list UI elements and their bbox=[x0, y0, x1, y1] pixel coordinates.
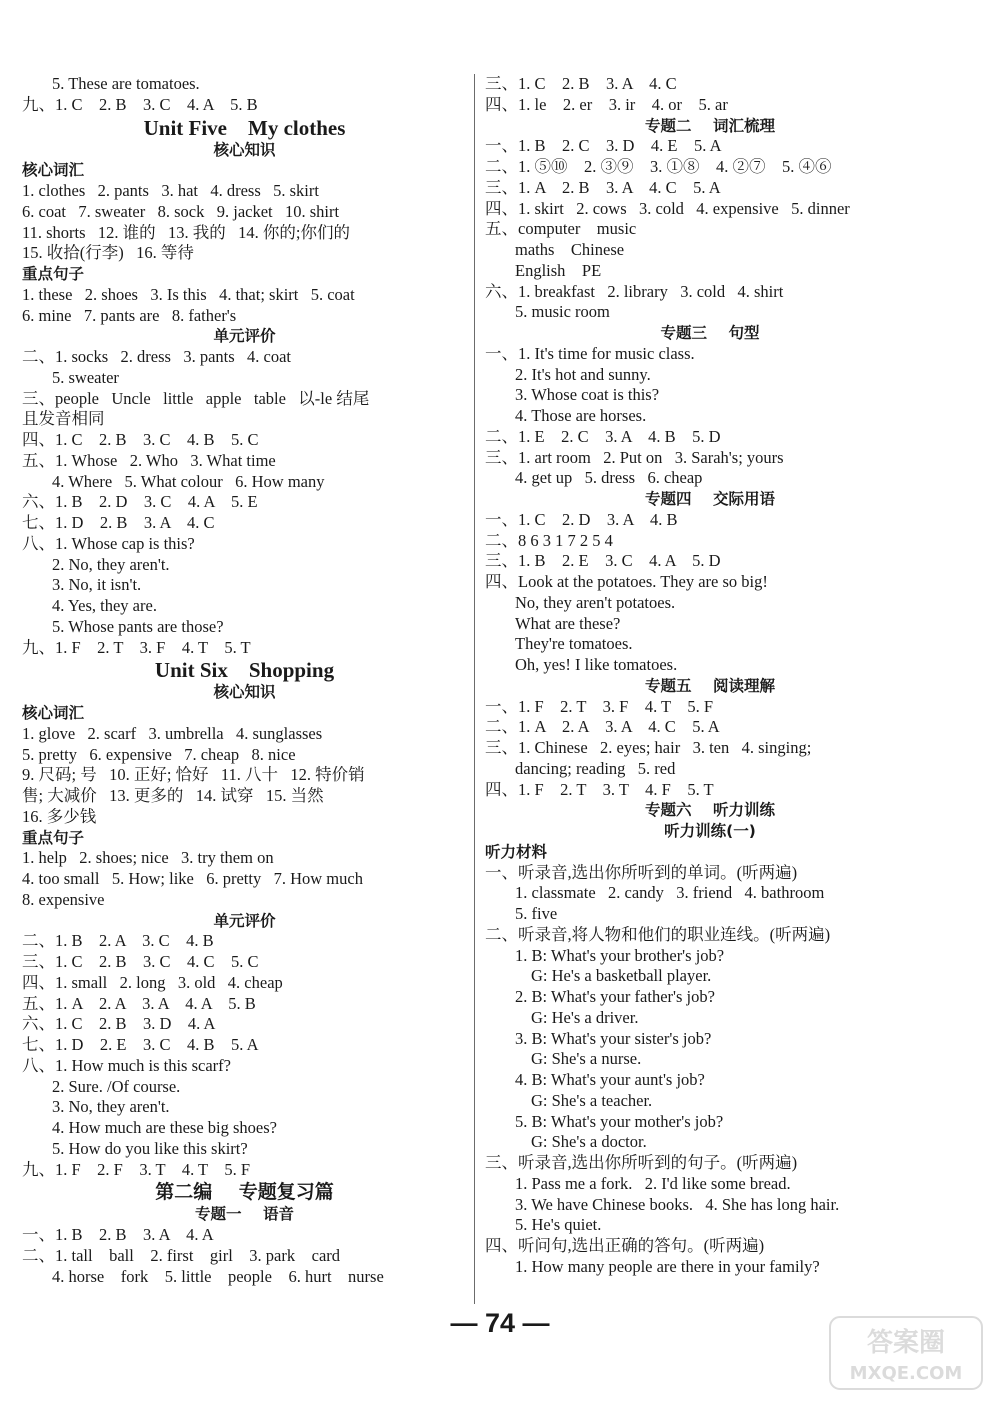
right-column-line: 听力训练(一) bbox=[664, 822, 756, 840]
right-column-line: 1. classmate 2. candy 3. friend 4. bathroom bbox=[515, 883, 825, 903]
right-column-line: 1. B: What's your brother's job? bbox=[515, 945, 725, 965]
left-column-line: 单元评价 bbox=[213, 327, 276, 346]
right-column-line: 四、1. F 2. T 3. T 4. F 5. T bbox=[485, 779, 714, 799]
right-column-line: 4. Those are horses. bbox=[515, 406, 647, 425]
right-column-line: 3. Whose coat is this? bbox=[515, 385, 660, 405]
right-column-line: 一、1. It's time for music class. bbox=[485, 343, 695, 363]
left-column-line: 八、1. Whose cap is this? bbox=[22, 533, 195, 553]
left-column-line: 单元评价 bbox=[213, 911, 276, 930]
left-column-line: 二、1. tall ball 2. first girl 3. park card bbox=[22, 1245, 341, 1265]
right-column-line: 5. five bbox=[515, 904, 558, 923]
left-column-line: 二、1. B 2. A 3. C 4. B bbox=[22, 931, 214, 951]
left-column-line: 2. No, they aren't. bbox=[52, 554, 170, 574]
right-column-line: 3. B: What's your sister's job? bbox=[515, 1028, 712, 1048]
left-column-line: 4. horse fork 5. little people 6. hurt nurse bbox=[52, 1266, 384, 1286]
left-answer-column bbox=[22, 74, 467, 1287]
left-column-line: Unit Six Shopping bbox=[154, 658, 335, 683]
left-column-line: 15. 收拾(行李) 16. 等待 bbox=[22, 243, 194, 263]
left-column-line: 六、1. C 2. B 3. D 4. A bbox=[22, 1014, 216, 1034]
left-column-line: 4. Yes, they are. bbox=[52, 596, 157, 615]
left-column-line: 七、1. D 2. B 3. A 4. C bbox=[22, 513, 215, 532]
left-column-line: 9. 尺码; 号 10. 正好; 恰好 11. 八十 12. 特价销 bbox=[22, 765, 365, 785]
right-column-line: Oh, yes! I like tomatoes. bbox=[515, 655, 678, 674]
right-column-line: dancing; reading 5. red bbox=[515, 758, 676, 778]
left-column-line: 1. help 2. shoes; nice 3. try them on bbox=[22, 848, 274, 868]
left-column-line: 六、1. B 2. D 3. C 4. A 5. E bbox=[22, 492, 258, 512]
left-column-line: 5. Whose pants are those? bbox=[52, 616, 224, 636]
left-column-line: 核心知识 bbox=[213, 683, 276, 702]
right-column-line: G: He's a basketball player. bbox=[531, 966, 712, 986]
right-column-line: 三、1. art room 2. Put on 3. Sarah's; yours bbox=[485, 447, 784, 467]
left-column-line: 2. Sure. /Of course. bbox=[52, 1076, 181, 1096]
left-column-line: 16. 多少钱 bbox=[22, 806, 97, 826]
left-column-line: 11. shorts 12. 谁的 13. 我的 14. 你的;你们的 bbox=[22, 222, 351, 242]
left-column-line: 售; 大减价 13. 更多的 14. 试穿 15. 当然 bbox=[22, 786, 324, 805]
right-column-line: 三、1. Chinese 2. eyes; hair 3. ten 4. singing; bbox=[485, 738, 812, 757]
left-column-line: 重点句子 bbox=[22, 828, 85, 847]
left-column-line: 重点句子 bbox=[22, 265, 85, 283]
left-column-line: 4. Where 5. What colour 6. How many bbox=[52, 471, 325, 491]
right-column-line: They're tomatoes. bbox=[515, 634, 633, 654]
column-divider bbox=[474, 74, 475, 1304]
right-column-line: G: He's a driver. bbox=[531, 1007, 639, 1027]
right-column-line: 二、1. ⑤⑩ 2. ③⑨ 3. ①⑧ 4. ②⑦ 5. ④⑥ bbox=[485, 157, 832, 176]
left-column-line: 三、people Uncle little apple table 以-le 结尾 bbox=[22, 388, 370, 408]
right-column-line: G: She's a nurse. bbox=[531, 1049, 642, 1069]
left-column-line: 一、1. B 2. B 3. A 4. A bbox=[22, 1225, 214, 1244]
right-column-line: 5. music room bbox=[515, 302, 610, 322]
left-column-line: 九、1. C 2. B 3. C 4. A 5. B bbox=[22, 94, 258, 114]
left-column-line: 5. These are tomatoes. bbox=[52, 74, 200, 93]
left-column-line: 6. coat 7. sweater 8. sock 9. jacket 10. shirt bbox=[22, 201, 340, 221]
right-column-line: G: She's a doctor. bbox=[531, 1132, 647, 1152]
right-column-line: 专题三 句型 bbox=[660, 324, 760, 342]
right-column-line: 一、听录音,选出你所听到的单词。(听两遍) bbox=[485, 862, 798, 882]
left-column-line: 五、1. Whose 2. Who 3. What time bbox=[22, 450, 276, 470]
left-column-line: 5. How do you like this skirt? bbox=[52, 1138, 248, 1158]
right-column-line: 一、1. B 2. C 3. D 4. E 5. A bbox=[485, 136, 722, 156]
right-column-line: 二、8 6 3 1 7 2 5 4 bbox=[485, 530, 613, 550]
right-column-line: 5. B: What's your mother's job? bbox=[515, 1111, 724, 1131]
right-column-line: 四、1. skirt 2. cows 3. cold 4. expensive 5. dinner bbox=[485, 198, 850, 218]
left-column-line: 四、1. C 2. B 3. C 4. B 5. C bbox=[22, 430, 259, 449]
right-column-line: 2. It's hot and sunny. bbox=[515, 364, 651, 384]
right-column-line: 四、Look at the potatoes. They are so big! bbox=[485, 572, 768, 591]
right-column-line: 四、听问句,选出正确的答句。(听两遍) bbox=[485, 1236, 765, 1255]
left-column-line: 五、1. A 2. A 3. A 4. A 5. B bbox=[22, 993, 256, 1013]
watermark-logo bbox=[826, 1313, 986, 1393]
right-column-line: 1. Pass me a fork. 2. I'd like some bread. bbox=[515, 1173, 791, 1193]
watermark-line2: MXQE.COM bbox=[849, 1363, 963, 1384]
left-column-line: 三、1. C 2. B 3. C 4. C 5. C bbox=[22, 952, 259, 971]
right-column-line: 1. How many people are there in your family? bbox=[515, 1256, 820, 1276]
left-column-line: 八、1. How much is this scarf? bbox=[22, 1055, 231, 1075]
page-number-dash-right: — bbox=[522, 1308, 550, 1338]
left-column-line: 四、1. small 2. long 3. old 4. cheap bbox=[22, 972, 283, 992]
left-column-line: 6. mine 7. pants are 8. father's bbox=[22, 305, 237, 325]
right-column-line: 3. We have Chinese books. 4. She has long hair. bbox=[515, 1194, 840, 1214]
right-column-line: What are these? bbox=[515, 613, 621, 633]
right-column-line: 专题五 阅读理解 bbox=[644, 676, 776, 695]
left-column-line: 九、1. F 2. T 3. F 4. T 5. T bbox=[22, 637, 251, 657]
right-column-line: 5. He's quiet. bbox=[515, 1215, 602, 1235]
right-column-line: 三、听录音,选出你所听到的句子。(听两遍) bbox=[485, 1153, 798, 1172]
right-column-line: 专题二 词汇梳理 bbox=[644, 116, 776, 135]
right-column-line: 五、computer music bbox=[485, 219, 637, 239]
page-number-dash-left: — bbox=[450, 1308, 478, 1338]
right-column-line: 二、听录音,将人物和他们的职业连线。(听两遍) bbox=[485, 924, 831, 944]
left-column-line: 5. pretty 6. expensive 7. cheap 8. nice bbox=[22, 744, 296, 764]
right-column-line: 二、1. A 2. A 3. A 4. C 5. A bbox=[485, 717, 720, 737]
right-column-line: 一、1. F 2. T 3. F 4. T 5. F bbox=[485, 696, 713, 716]
left-column-line: 二、1. socks 2. dress 3. pants 4. coat bbox=[22, 347, 292, 366]
left-column-line: 4. How much are these big shoes? bbox=[52, 1118, 277, 1137]
right-column-line: 一、1. C 2. D 3. A 4. B bbox=[485, 509, 678, 529]
left-column-line: 七、1. D 2. E 3. C 4. B 5. A bbox=[22, 1035, 259, 1054]
right-column-line: 4. B: What's your aunt's job? bbox=[515, 1070, 705, 1089]
left-column-line: 5. sweater bbox=[52, 367, 119, 387]
left-column-line: 核心词汇 bbox=[22, 704, 85, 722]
left-column-line: 3. No, it isn't. bbox=[52, 575, 142, 595]
left-column-line: 4. too small 5. How; like 6. pretty 7. How much bbox=[22, 869, 363, 888]
right-column-line: maths Chinese bbox=[515, 240, 625, 259]
page-number: 74 bbox=[484, 1308, 516, 1338]
right-column-line: 专题六 听力训练 bbox=[644, 801, 776, 820]
left-column-line: 8. expensive bbox=[22, 889, 105, 909]
right-column-line: 专题四 交际用语 bbox=[644, 490, 776, 508]
right-column-line: No, they aren't potatoes. bbox=[515, 592, 676, 612]
right-column-line: 三、1. C 2. B 3. A 4. C bbox=[485, 74, 677, 93]
left-column-line: Unit Five My clothes bbox=[143, 115, 346, 140]
left-column-line: 1. glove 2. scarf 3. umbrella 4. sunglasses bbox=[22, 723, 323, 743]
right-answer-column bbox=[485, 74, 935, 1278]
right-column-line: G: She's a teacher. bbox=[531, 1090, 653, 1110]
right-column-line: 二、1. E 2. C 3. A 4. B 5. D bbox=[485, 426, 721, 446]
left-column-line: 1. these 2. shoes 3. Is this 4. that; skirt 5. coat bbox=[22, 284, 355, 304]
watermark-line1: 答案圈 bbox=[866, 1328, 946, 1358]
right-column-line: 四、1. le 2. er 3. ir 4. or 5. ar bbox=[485, 94, 728, 114]
right-column-line: 2. B: What's your father's job? bbox=[515, 987, 715, 1006]
left-column-line: 九、1. F 2. F 3. T 4. T 5. F bbox=[22, 1159, 250, 1179]
right-column-line: English PE bbox=[515, 260, 602, 280]
left-column-line: 专题一 语音 bbox=[194, 1205, 295, 1224]
left-column-line: 1. clothes 2. pants 3. hat 4. dress 5. skirt bbox=[22, 181, 319, 200]
left-column-line: 核心知识 bbox=[213, 140, 276, 159]
right-column-line: 三、1. A 2. B 3. A 4. C 5. A bbox=[485, 177, 721, 197]
left-column-line: 且发音相同 bbox=[22, 409, 105, 429]
left-column-line: 核心词汇 bbox=[22, 161, 85, 180]
right-column-line: 4. get up 5. dress 6. cheap bbox=[515, 468, 703, 488]
left-column-line: 第二编 专题复习篇 bbox=[155, 1181, 334, 1204]
right-column-line: 听力材料 bbox=[485, 842, 548, 861]
right-column-line: 三、1. B 2. E 3. C 4. A 5. D bbox=[485, 551, 721, 571]
left-column-line: 3. No, they aren't. bbox=[52, 1097, 170, 1117]
right-column-line: 六、1. breakfast 2. library 3. cold 4. shirt bbox=[485, 281, 784, 301]
